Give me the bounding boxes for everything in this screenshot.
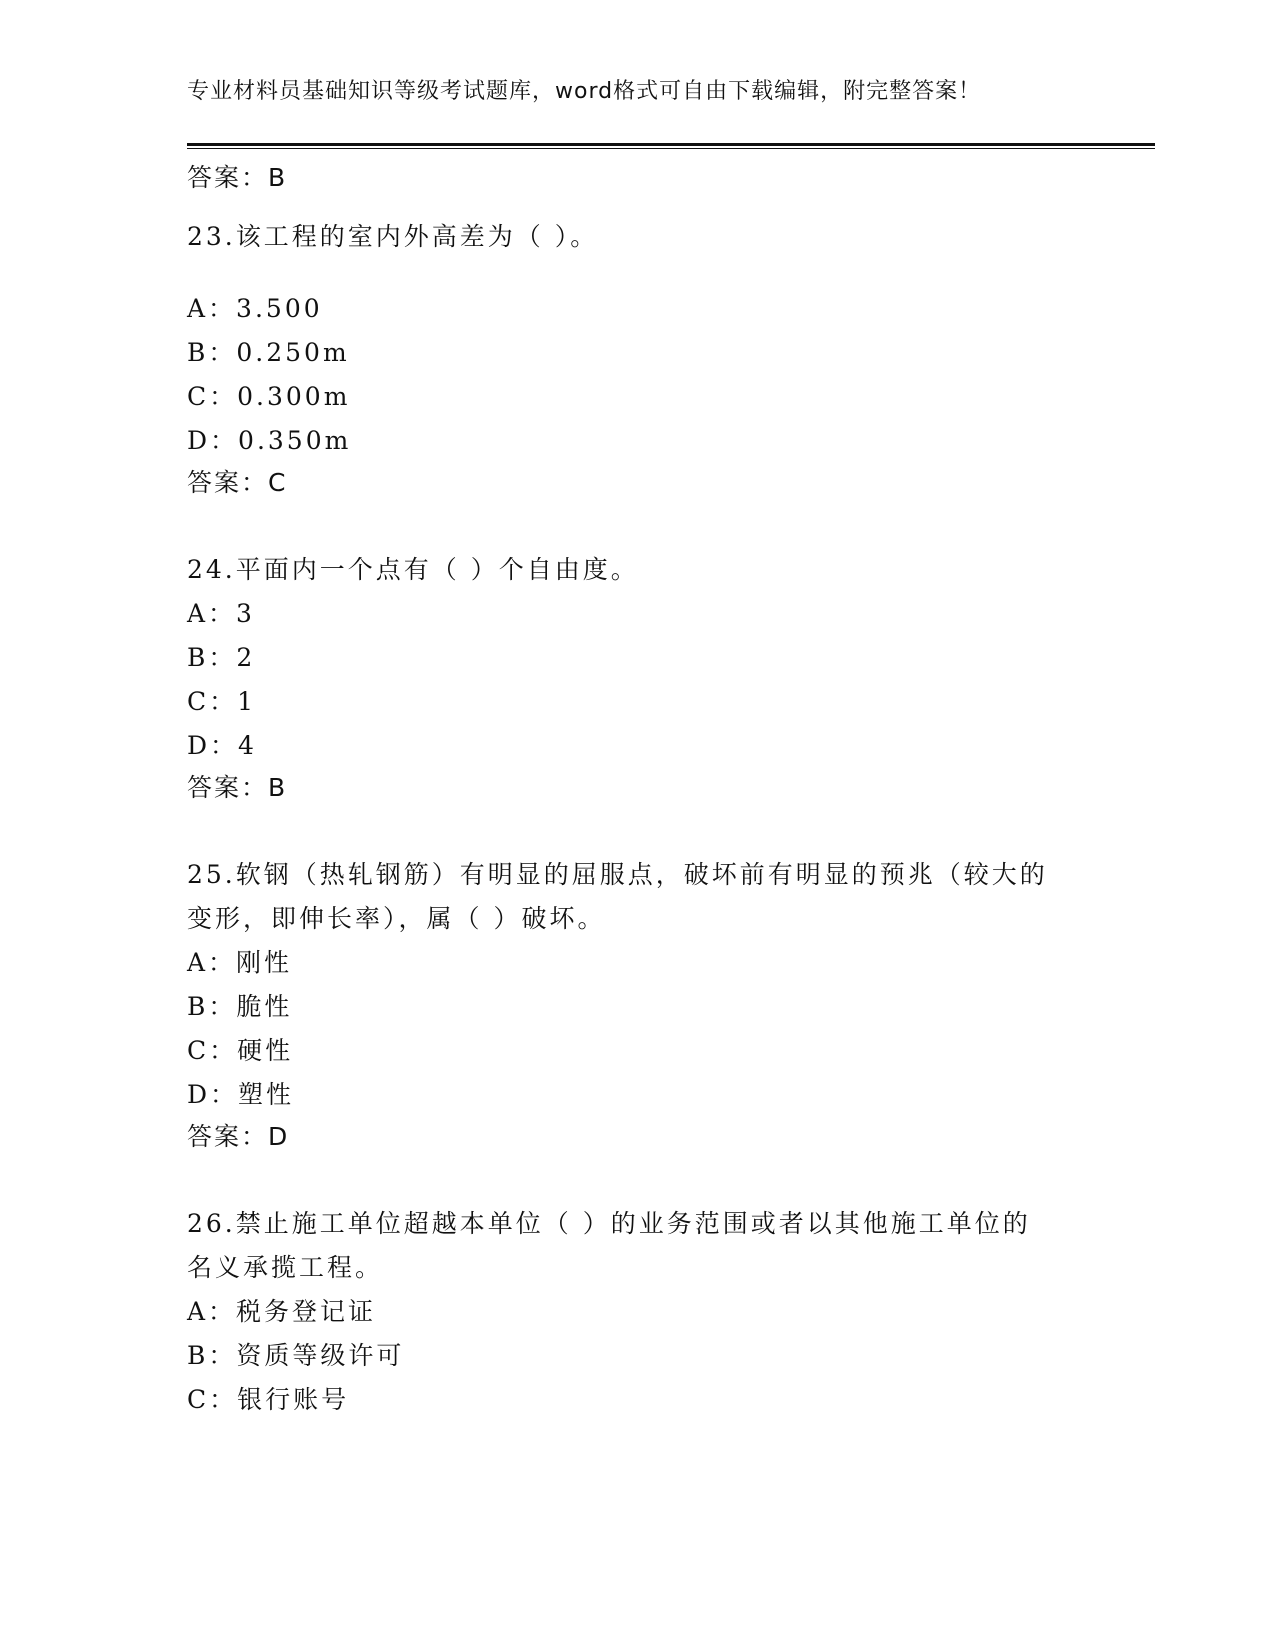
option-d: D：4 <box>187 731 257 760</box>
option-a: A：刚性 <box>187 948 293 977</box>
question-stem: 24.平面内一个点有（ ）个自由度。 <box>187 555 639 584</box>
page-header: 专业材料员基础知识等级考试题库，word格式可自由下载编辑，附完整答案！ <box>187 79 982 104</box>
option-c: C：银行账号 <box>187 1385 350 1414</box>
option-c: C：0.300m <box>187 382 351 411</box>
option-a: A：3.500 <box>187 294 323 323</box>
question-stem-continued: 变形，即伸长率），属（ ）破坏。 <box>187 904 606 933</box>
answer-line: 答案：C <box>187 468 288 497</box>
option-a: A：税务登记证 <box>187 1297 377 1326</box>
question-stem: 23.该工程的室内外高差为（ ）。 <box>187 222 599 251</box>
option-d: D：塑性 <box>187 1080 295 1109</box>
answer-line: 答案：B <box>187 163 288 192</box>
question-stem: 26.禁止施工单位超越本单位（ ）的业务范围或者以其他施工单位的 <box>187 1209 1031 1238</box>
option-c: C：硬性 <box>187 1036 294 1065</box>
option-b: B：脆性 <box>187 992 293 1021</box>
answer-line: 答案：D <box>187 1122 290 1151</box>
header-rule-thin <box>187 148 1155 149</box>
option-c: C：1 <box>187 687 257 716</box>
option-d: D：0.350m <box>187 426 352 455</box>
question-stem: 25.软钢（热轧钢筋）有明显的屈服点，破坏前有明显的预兆（较大的 <box>187 860 1048 889</box>
option-b: B：0.250m <box>187 338 350 367</box>
option-b: B：资质等级许可 <box>187 1341 405 1370</box>
option-a: A：3 <box>187 599 255 628</box>
option-b: B：2 <box>187 643 256 672</box>
question-stem-continued: 名义承揽工程。 <box>187 1253 384 1282</box>
header-rule-thick <box>187 143 1155 146</box>
answer-line: 答案：B <box>187 773 288 802</box>
